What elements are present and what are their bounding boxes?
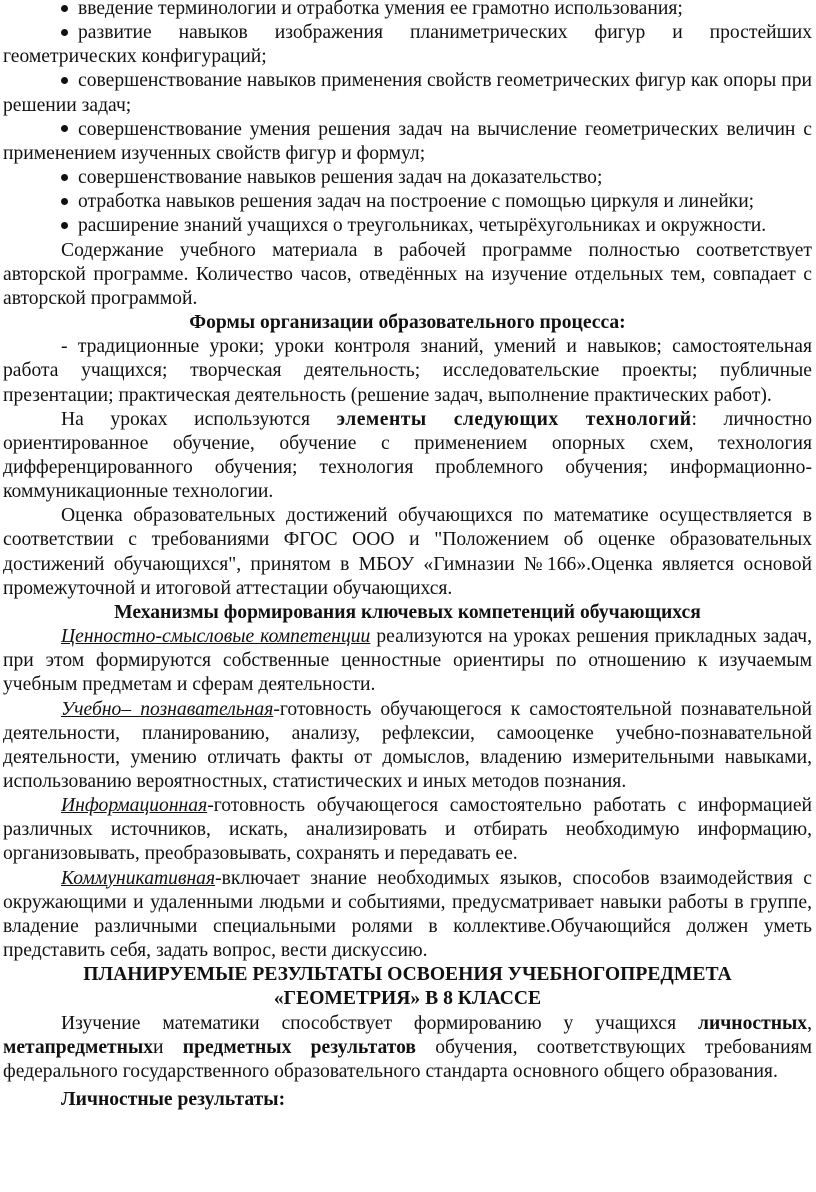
list-item	[3, 69, 812, 117]
competency-paragraph	[3, 867, 812, 964]
list-item-text: развитие навыков изображения планиметрических фигур и простейших геометрических конфигураций;	[3, 22, 812, 68]
bullet-icon	[61, 222, 68, 229]
list-item	[3, 118, 812, 166]
list-item-text: совершенствование навыков решения задач на доказательство;	[78, 167, 603, 189]
list-item-text: расширение знаний учащихся о треугольниках, четырёхугольниках и окружности.	[78, 215, 767, 237]
list-item	[3, 214, 812, 238]
technologies-paragraph	[3, 408, 812, 505]
bullet-icon	[61, 29, 68, 36]
list-item	[3, 21, 812, 69]
list-item	[3, 0, 812, 21]
competency-term: Ценностно-смысловые компетенции	[61, 626, 371, 648]
results-intro-comma: ,	[807, 1012, 812, 1034]
results-heading-line1: ПЛАНИРУЕМЫЕ РЕЗУЛЬТАТЫ ОСВОЕНИЯ УЧЕБНОГОПРЕДМЕТА	[83, 964, 732, 986]
competency-text: -готовность обучающегося к самостоятельной познавательной деятельности, планированию, анализу, рефлексии, самооценке учебно-познавательной деятельности, умению отличать факты от домыслов, владению измерительными навыками, использованию вероятностных, статистических и иных методов познания.	[3, 698, 813, 792]
results-heading-line2: «ГЕОМЕТРИЯ» В 8 КЛАССЕ	[273, 988, 542, 1010]
bullet-icon	[61, 174, 68, 181]
competency-term: Информационная	[61, 795, 208, 817]
results-intro-paragraph	[3, 1012, 812, 1084]
list-item-text: отработка навыков решения задач на построение с помощью циркуля и линейки;	[78, 191, 755, 213]
competency-text: -включает знание необходимых языков, способов взаимодействия с окружающими и удаленными людьми и событиями, предусматривает навыки работы в группе, владение различными специальными ролями в коллективе.Обучающийся должен уметь представить себя, задать вопрос, вести дискуссию.	[3, 867, 812, 962]
list-item-text: введение терминологии и отработка умения ее грамотно использования;	[78, 0, 683, 19]
forms-heading: Формы организации образовательного процесса:	[189, 312, 626, 334]
competency-text: реализуются на уроках решения прикладных задач, при этом формируются собственные ценностные ориентиры по отношению к изучаемым учебным предметам и сферам деятельности.	[3, 626, 812, 696]
bullet-icon	[61, 5, 68, 12]
results-intro-subject: предметных результатов	[182, 1036, 416, 1058]
results-intro-meta: метапредметных	[3, 1036, 154, 1058]
competency-term: Коммуникативная	[61, 867, 216, 889]
personal-results-heading: Личностные результаты:	[61, 1089, 286, 1111]
forms-paragraph: - традиционные уроки; уроки контроля знаний, умений и навыков; самостоятельная работа учащихся; творческая деятельность; исследовательские проекты; публичные презентации; практическая деятельность (решение задач, выполнение практических работ).	[3, 336, 812, 406]
technologies-prefix: На уроках используются	[61, 408, 337, 430]
competency-paragraph	[3, 794, 812, 866]
competency-text: -готовность обучающегося самостоятельно работать с информацией различных источников, искать, анализировать и отбирать необходимую информацию, организовывать, преобразовывать, сохранять и передавать ее.	[3, 795, 812, 865]
mechanisms-heading: Механизмы формирования ключевых компетенций обучающихся	[114, 601, 701, 623]
list-item-text: совершенствование навыков применения свойств геометрических фигур как опоры при решении задач;	[3, 70, 812, 116]
results-intro-and: и	[153, 1036, 183, 1058]
list-item	[3, 166, 812, 190]
competency-paragraph	[3, 625, 812, 697]
technologies-suffix: : личностно ориентированное обучение, обучение с применением опорных схем, технология дифференцированного обучения; технология проблемного обучения; информационно-коммуникационные технологии.	[3, 408, 812, 503]
results-heading	[3, 963, 812, 1011]
content-paragraph: Содержание учебного материала в рабочей программе полностью соответствует авторской программе. Количество часов, отведённых на изучение отдельных тем, совпадает с авторской программой.	[3, 239, 812, 309]
assessment-paragraph: Оценка образовательных достижений обучающихся по математике осуществляется в соответствии с требованиями ФГОС ООО и "Положением об оценке образовательных достижений обучающихся", принятом в МБОУ «Гимназии №166».Оценка является основой промежуточной и итоговой аттестации обучающихся.	[3, 505, 812, 599]
bullet-icon	[61, 77, 68, 84]
list-item-text: совершенствование умения решения задач на вычисление геометрических величин с применением изученных свойств фигур и формул;	[3, 118, 812, 164]
list-item	[3, 190, 812, 214]
bullet-icon	[61, 125, 68, 132]
results-intro-suffix: обучения, соответствующих требованиям федерального государственного образовательного стандарта основного общего образования.	[3, 1036, 812, 1082]
technologies-emphasis: элементы следующих технологий	[336, 408, 692, 430]
competency-paragraph	[3, 698, 812, 795]
results-intro-prefix: Изучение математики способствует формированию у учащихся	[61, 1012, 698, 1034]
bullet-icon	[61, 198, 68, 205]
competency-term: Учебно– познавательная	[61, 698, 274, 720]
results-intro-personal: личностных	[697, 1012, 808, 1034]
